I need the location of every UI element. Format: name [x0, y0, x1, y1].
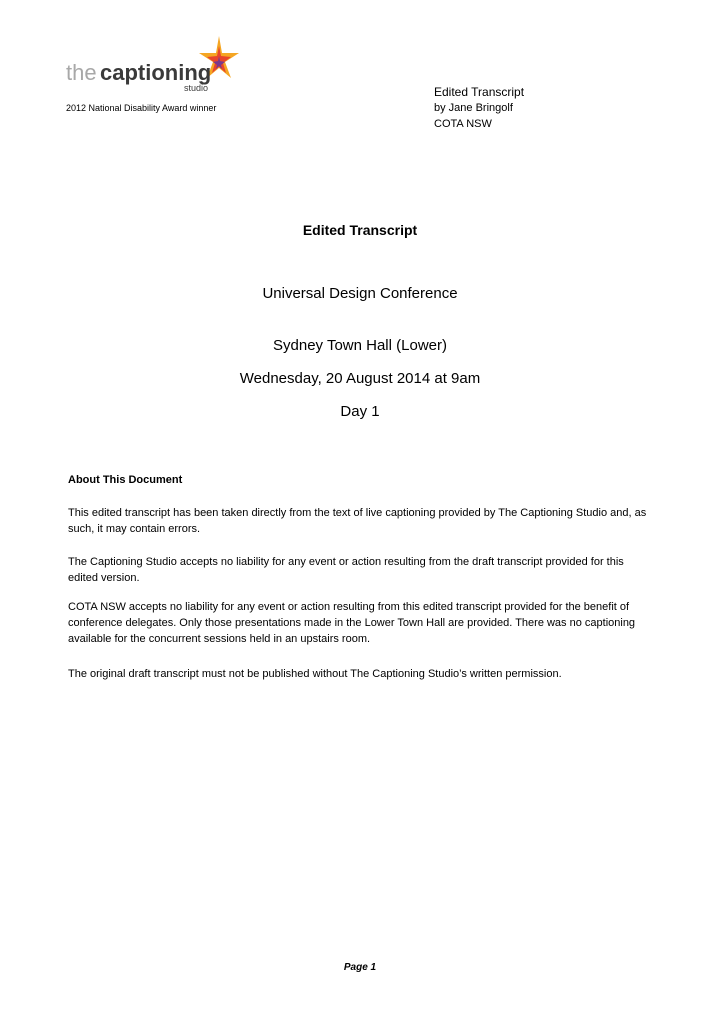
about-paragraph-2: The Captioning Studio accepts no liability for any event or action resulting from the draft transcript provided for this edited version.	[68, 556, 624, 584]
header-info	[434, 84, 524, 132]
captioning-studio-logo	[66, 36, 246, 96]
award-text: 2012 National Disability Award winner	[66, 103, 217, 113]
header-author: by Jane Bringolf	[434, 102, 513, 114]
about-heading: About This Document	[68, 474, 183, 486]
about-paragraph-4: The original draft transcript must not be published without The Captioning Studio’s written permission.	[68, 668, 562, 680]
event-day: Day 1	[340, 403, 380, 420]
venue: Sydney Town Hall (Lower)	[273, 337, 447, 354]
about-paragraph-3: COTA NSW accepts no liability for any event or action resulting from this edited transcript provided for the benefit of conference delegates. Only those presentations made in the Lower Town Hall are provided. There was no captioning available for the concurrent sessions held in an upstairs room.	[68, 601, 636, 645]
about-paragraph-1: This edited transcript has been taken directly from the text of live captioning provided by The Captioning Studio and, as such, it may contain errors.	[68, 507, 647, 535]
event-date: Wednesday, 20 August 2014 at 9am	[239, 370, 481, 387]
logo-sub: studio	[184, 83, 209, 93]
logo-name: captioning	[100, 60, 212, 85]
logo-prefix: the	[66, 60, 97, 85]
document-title: Edited Transcript	[302, 222, 418, 238]
conference-name: Universal Design Conference	[262, 285, 458, 302]
header-org: COTA NSW	[434, 118, 492, 130]
header-title: Edited Transcript	[434, 85, 525, 99]
page-number: Page 1	[343, 962, 377, 973]
